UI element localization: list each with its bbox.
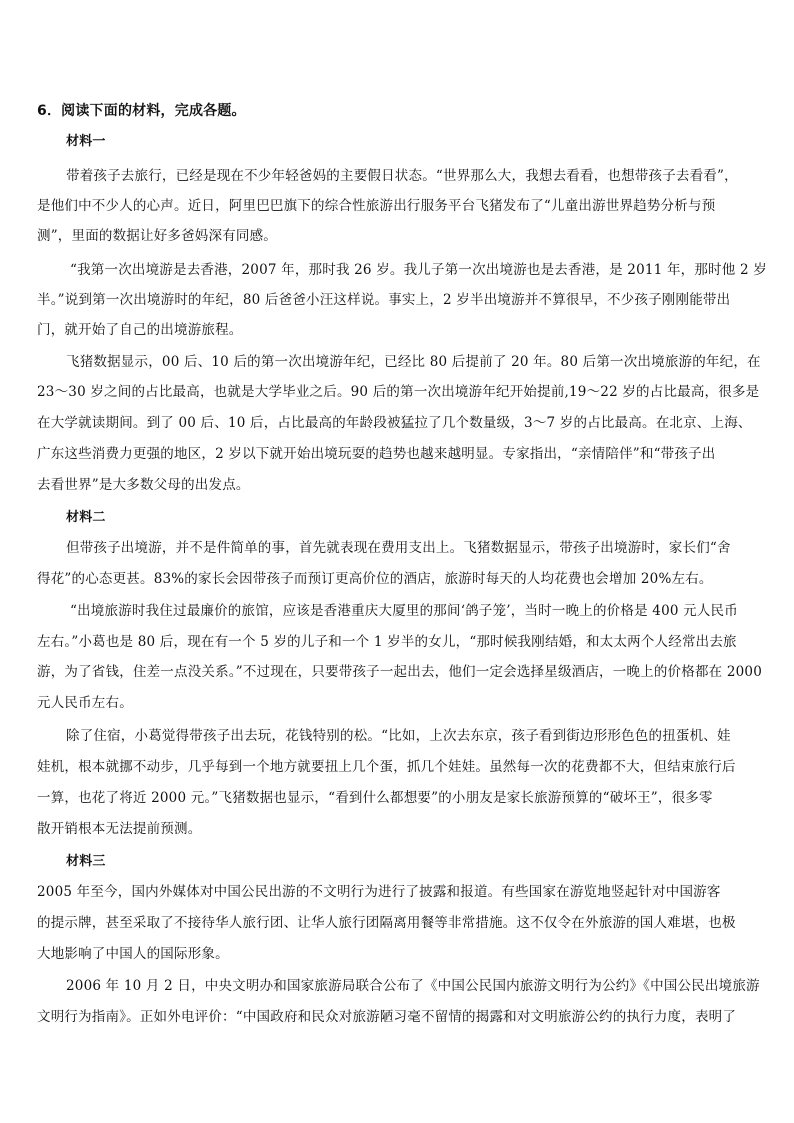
- material-1-p2-line: “我第一次出境游是去香港，2007 年，那时我 26 岁。我儿子第一次出境游也是去香港，是 2011 年，那时他 2 岁: [70, 262, 767, 278]
- material-3-p2-line: 文明行为指南》。正如外电评价：“中国政府和民众对旅游陋习毫不留情的揭露和对文明旅游公约的执行力度，表明了: [37, 1009, 737, 1025]
- material-1-p3-line: 在大学就读期间。到了 00 后、10 后，占比最高的年龄段被猛拉了几个数量级，3～7 岁的占比最高。在北京、上海、: [37, 415, 752, 431]
- material-3-p1-line: 2005 年至今，国内外媒体对中国公民出游的不文明行为进行了披露和报道。有些国家在游览地竖起针对中国游客: [37, 884, 721, 900]
- material-2-p2-line: 游，为了省钱，住差一点没关系。”不过现在，只要带孩子一起出去，他们一定会选择星级酒店，一晚上的价格都在 2000: [37, 664, 762, 680]
- material-1-p2-line: 门，就开始了自己的出境游旅程。: [37, 322, 243, 338]
- material-1-p1-line: 测”，里面的数据让好多爸妈深有同感。: [37, 228, 278, 244]
- material-1-p3-line: 广东这些消费力更强的地区，2 岁以下就开始出境玩耍的趋势也越来越明显。专家指出，“亲情陪伴”和“带孩子出: [37, 446, 716, 462]
- material-3-p1-line: 的提示牌，甚至采取了不接待华人旅行团、让华人旅行团隔离用餐等非常措施。这不仅令在外旅游的国人难堪，也极: [37, 915, 736, 931]
- material-2-p2-line: 元人民币左右。: [37, 695, 133, 711]
- material-2-p1-line: 但带孩子出境游，并不是件简单的事，首先就表现在费用支出上。飞猪数据显示，带孩子出境游时，家长们“舍: [66, 540, 731, 556]
- material-2-p1-line: 得花”的心态更甚。83%的家长会因带孩子而预订更高价位的酒店，旅游时每天的人均花费也会增加 20%左右。: [37, 571, 713, 587]
- material-1-heading: 材料一: [66, 134, 106, 149]
- material-2-heading: 材料二: [66, 510, 106, 525]
- material-1-p2-line: 半。”说到第一次出境游时的年纪，80 后爸爸小汪这样说。事实上，2 岁半出境游并不算很早，不少孩子刚刚能带出: [37, 292, 731, 308]
- material-1-p3-line: 去看世界”是大多数父母的出发点。: [37, 477, 250, 493]
- material-3-p2-line: 2006 年 10 月 2 日，中央文明办和国家旅游局联合公布了《中国公民国内旅游文明行为公约》《中国公民出境旅游: [66, 978, 760, 994]
- material-1-p3-line: 23～30 岁之间的占比最高，也就是大学毕业之后。90 后的第一次出境游年纪开始提前,19～22 岁的占比最高，很多是: [37, 384, 760, 400]
- material-1-p1-line: 带着孩子去旅行，已经是现在不少年轻爸妈的主要假日状态。“世界那么大，我想去看看，也想带孩子去看看”，: [66, 168, 738, 184]
- material-2-p3-line: 散开销根本无法提前预测。: [37, 821, 202, 837]
- material-1-p1-line: 是他们中不少人的心声。近日，阿里巴巴旗下的综合性旅游出行服务平台飞猪发布了“儿童出游世界趋势分析与预: [37, 198, 716, 214]
- material-2-p3-line: 除了住宿，小葛觉得带孩子出去玩，花钱特别的松。“比如，上次去东京，孩子看到街边形形色色的扭蛋机、娃: [66, 728, 731, 744]
- material-2-p2-line: “出境旅游时我住过最廉价的旅馆，应该是香港重庆大厦里的那间‘鸽子笼’，当时一晚上的价格是 400 元人民币: [70, 603, 738, 619]
- question-title: 6．阅读下面的材料，完成各题。: [37, 103, 246, 119]
- material-2-p3-line: 娃机，根本就挪不动步，几乎每到一个地方就要扭上几个蛋，抓几个娃娃。虽然每一次的花费都不大，但结束旅行后: [37, 759, 736, 775]
- material-1-p3-line: 飞猪数据显示，00 后、10 后的第一次出境游年纪，已经比 80 后提前了 20 年。80 后第一次出境旅游的年纪，在: [66, 354, 761, 370]
- material-2-p3-line: 一算，也花了将近 2000 元。”飞猪数据也显示，“看到什么都想要”的小朋友是家长旅游预算的“破坏王”，很多零: [37, 790, 713, 806]
- material-3-p1-line: 大地影响了中国人的国际形象。: [37, 946, 229, 962]
- material-2-p2-line: 左右。”小葛也是 80 后，现在有一个 5 岁的儿子和一个 1 岁半的女儿，“那时候我刚结婚，和太太两个人经常出去旅: [37, 634, 737, 650]
- material-3-heading: 材料三: [66, 854, 106, 869]
